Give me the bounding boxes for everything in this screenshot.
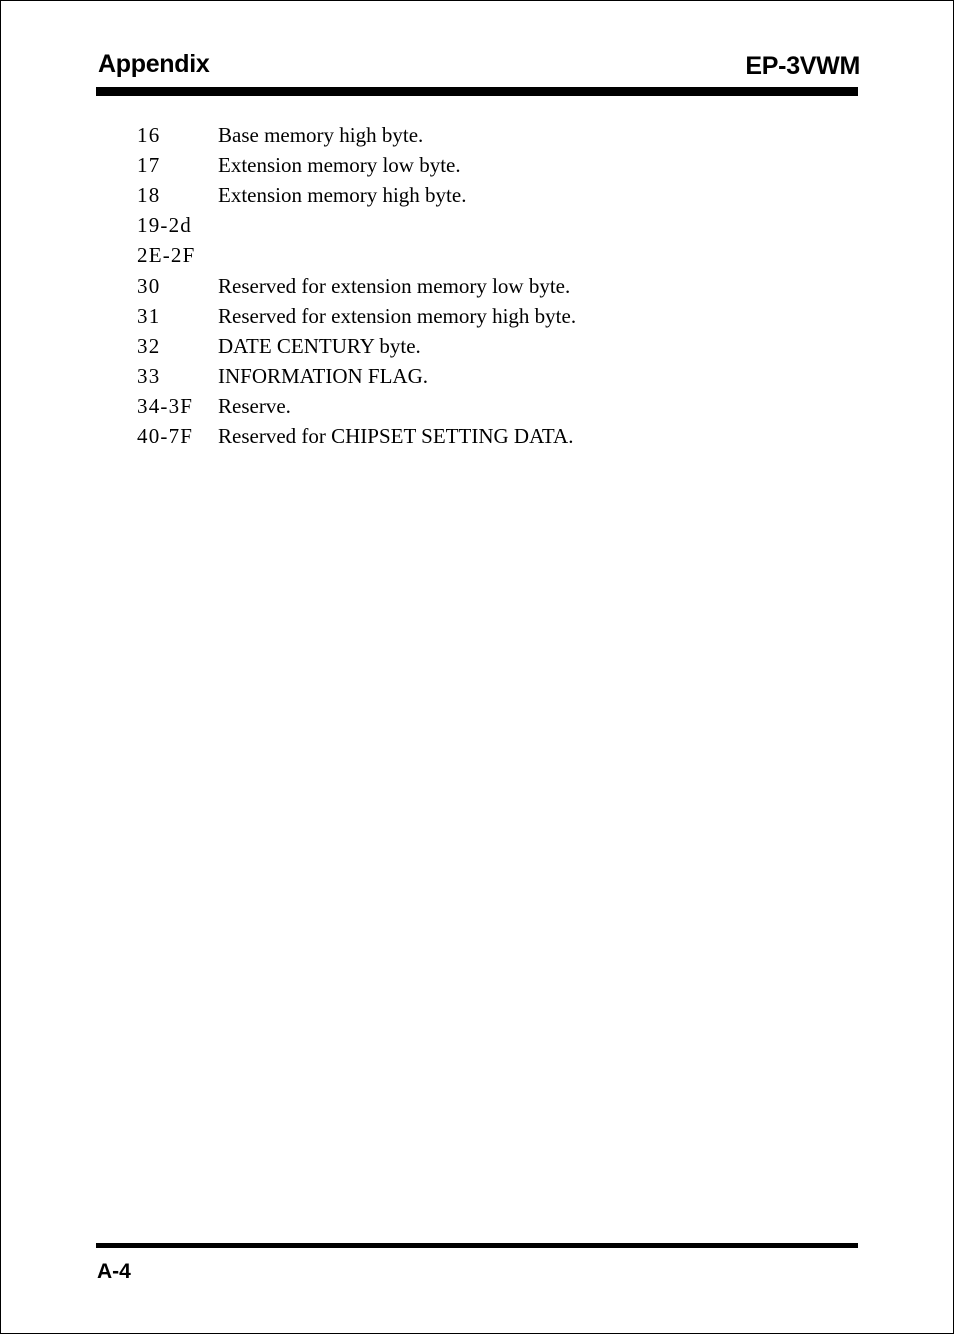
entry-code: 17	[137, 152, 161, 177]
entry-code: 19-2d	[137, 213, 192, 238]
list-item	[137, 211, 837, 241]
entry-code: 40-7F	[137, 424, 194, 449]
page-number: A-4	[97, 1260, 131, 1283]
header-model-name: EP-3VWM	[745, 52, 860, 80]
entry-description: Reserve.	[218, 394, 291, 419]
entry-description: Reserved for extension memory low byte.	[218, 273, 571, 298]
list-item	[137, 180, 837, 210]
entry-description: INFORMATION FLAG.	[218, 364, 429, 389]
entry-code: 16	[137, 122, 161, 147]
list-item	[137, 392, 837, 422]
list-item	[137, 120, 837, 150]
cmos-address-list	[137, 120, 837, 452]
entry-description: Extension memory low byte.	[218, 152, 461, 177]
list-item	[137, 362, 837, 392]
entry-code: 30	[137, 273, 161, 298]
list-item	[137, 331, 837, 361]
header-section-title: Appendix	[98, 50, 210, 78]
list-item	[137, 271, 837, 301]
entry-code: 33	[137, 364, 161, 389]
list-item	[137, 150, 837, 180]
list-item	[137, 241, 837, 271]
entry-code: 31	[137, 303, 161, 328]
header-rule	[96, 87, 858, 96]
entry-code: 18	[137, 182, 161, 207]
entry-description: Reserved for CHIPSET SETTING DATA.	[218, 424, 574, 449]
list-item	[137, 422, 837, 452]
entry-description: Extension memory high byte.	[218, 182, 467, 207]
entry-code: 2E-2F	[137, 243, 196, 268]
entry-description: DATE CENTURY byte.	[218, 333, 421, 358]
entry-code: 32	[137, 333, 161, 358]
entry-description: Base memory high byte.	[218, 122, 424, 147]
entry-code: 34-3F	[137, 394, 194, 419]
list-item	[137, 301, 837, 331]
footer-rule	[96, 1243, 858, 1248]
entry-description: Reserved for extension memory high byte.	[218, 303, 577, 328]
